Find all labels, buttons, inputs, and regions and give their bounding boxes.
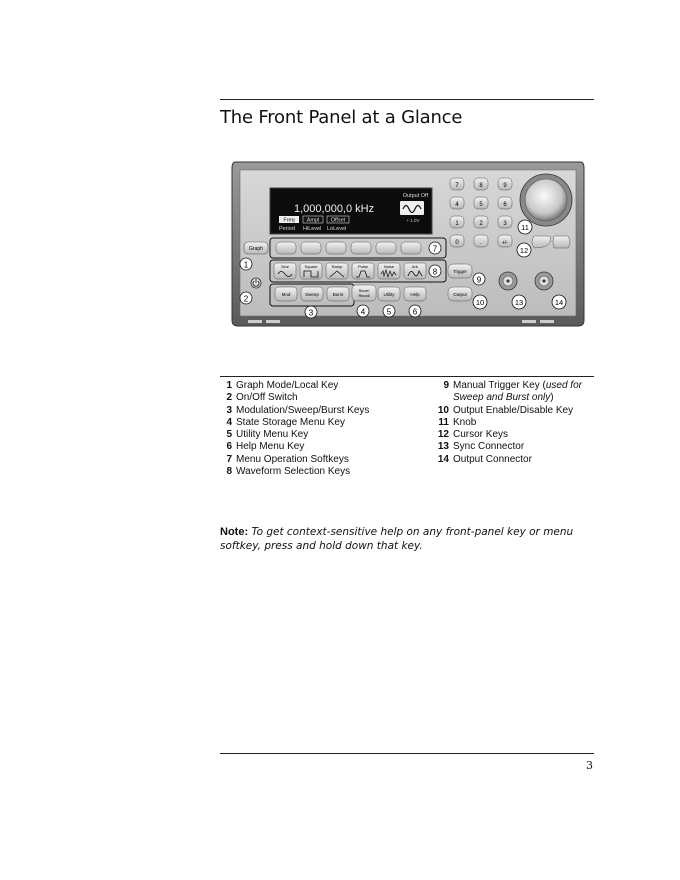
svg-text:14: 14 — [554, 298, 564, 307]
legend-item: 2 On/Off Switch — [226, 392, 298, 404]
svg-text:Utility: Utility — [383, 292, 395, 297]
callout-4 — [357, 305, 369, 317]
svg-text:6: 6 — [503, 202, 507, 208]
svg-text:Help: Help — [410, 292, 420, 297]
svg-text:Burst: Burst — [332, 292, 344, 297]
pulse-key — [352, 263, 374, 279]
burst-key[interactable] — [327, 287, 349, 301]
note-text: To get context-sensitive help on any front-panel key or menu softkey, press and hold down that key. — [220, 526, 574, 552]
legend-item: 6 Help Menu Key — [226, 441, 305, 453]
svg-text:Arb: Arb — [411, 264, 419, 269]
svg-text:1: 1 — [455, 221, 459, 227]
svg-text:Sweep: Sweep — [305, 292, 319, 297]
svg-text:Trigger: Trigger — [452, 269, 468, 274]
front-panel-illustration — [230, 160, 586, 328]
callout-9 — [473, 273, 485, 285]
svg-text:3: 3 — [308, 308, 314, 318]
svg-text:Noise: Noise — [383, 264, 395, 269]
display-screen — [270, 188, 432, 234]
note — [220, 525, 600, 553]
mod-key[interactable] — [275, 287, 297, 301]
svg-text:.: . — [480, 240, 482, 246]
display-side-label: + 1.0V — [406, 218, 420, 223]
svg-text:11: 11 — [521, 223, 529, 232]
callout-12 — [517, 243, 531, 257]
svg-text:7: 7 — [432, 244, 438, 254]
svg-text:Square: Square — [304, 264, 318, 269]
callout-3 — [305, 306, 317, 318]
svg-text:4: 4 — [455, 202, 459, 208]
svg-text:8: 8 — [432, 267, 438, 277]
legend-item: 11 Knob — [438, 416, 477, 428]
help-key[interactable] — [404, 287, 426, 301]
svg-text:8: 8 — [479, 183, 483, 189]
svg-text:9: 9 — [476, 275, 482, 285]
note-label: Note: — [220, 526, 249, 538]
legend-left — [221, 380, 369, 478]
svg-text:12: 12 — [519, 246, 529, 255]
legend-item: 8 Waveform Selection Keys — [226, 466, 351, 478]
square-key — [300, 263, 322, 279]
knob[interactable] — [520, 174, 572, 226]
svg-text:9: 9 — [503, 183, 507, 189]
svg-text:10: 10 — [475, 298, 485, 307]
softkey-label-freq: Freq — [283, 217, 295, 224]
svg-text:5: 5 — [386, 307, 392, 317]
svg-text:2: 2 — [479, 221, 483, 227]
svg-text:Ramp: Ramp — [331, 264, 343, 269]
sync-connector[interactable] — [499, 272, 517, 290]
display-frequency: 1,000,000,0 kHz — [294, 203, 375, 215]
bottom-rule — [220, 753, 594, 754]
svg-text:+/-: +/- — [502, 240, 508, 246]
svg-text:Recall: Recall — [358, 293, 370, 298]
legend-item: 13 Sync Connector — [437, 441, 525, 453]
graph-key[interactable] — [244, 242, 268, 254]
softkey-label-offset: Offset — [330, 217, 346, 224]
ramp-key — [326, 263, 348, 279]
svg-text:Output: Output — [453, 292, 467, 297]
trigger-key[interactable] — [448, 264, 472, 278]
callout-5 — [383, 305, 395, 317]
legend-item: 1 Graph Mode/Local Key — [226, 380, 339, 391]
sweep-key[interactable] — [301, 287, 323, 301]
legend-item: 3 Modulation/Sweep/Burst Keys — [226, 404, 370, 416]
page-title: The Front Panel at a Glance — [220, 107, 463, 128]
svg-text:0: 0 — [455, 240, 459, 246]
callout-10 — [473, 295, 487, 309]
output-connector[interactable] — [535, 272, 553, 290]
utility-key[interactable] — [378, 287, 400, 301]
svg-text:13: 13 — [514, 298, 524, 307]
callout-7 — [429, 242, 441, 254]
softkey-label-hilevel: HiLevel — [303, 226, 322, 232]
softkey-label-period: Period — [279, 226, 295, 232]
top-rule — [220, 99, 594, 100]
svg-text:Sine: Sine — [280, 264, 290, 269]
softkey-label-ampl: Ampl — [306, 217, 320, 224]
svg-text:1: 1 — [243, 260, 249, 270]
callout-13 — [512, 295, 526, 309]
svg-text:2: 2 — [243, 294, 249, 304]
display-status: Output Off — [402, 193, 428, 199]
callout-8 — [429, 265, 441, 277]
callout-11 — [518, 220, 532, 234]
svg-text:7: 7 — [455, 183, 459, 189]
callout-14 — [552, 295, 566, 309]
legend-item: 10 Output Enable/Disable Key — [437, 404, 574, 416]
power-switch[interactable] — [251, 278, 261, 288]
svg-text:4: 4 — [360, 307, 366, 317]
svg-text:3: 3 — [503, 221, 507, 227]
output-key[interactable] — [448, 287, 472, 301]
svg-text:Mod: Mod — [281, 292, 291, 297]
legend-item: 9 Manual Trigger Key (used for — [443, 380, 582, 391]
callout-1 — [240, 258, 252, 270]
legend-item-continued: Sweep and Burst only) — [453, 392, 554, 404]
legend-item: 4 State Storage Menu Key — [226, 416, 345, 428]
arb-key — [404, 263, 426, 279]
svg-text:5: 5 — [479, 202, 483, 208]
legend-rule — [220, 376, 594, 377]
callout-6 — [409, 305, 421, 317]
svg-text:Graph: Graph — [249, 246, 263, 252]
softkey-label-lolevel: LoLevel — [327, 226, 347, 232]
store-recall-key[interactable] — [352, 285, 376, 301]
legend-right — [435, 380, 595, 466]
svg-text:Store/: Store/ — [358, 288, 370, 293]
page-number: 3 — [586, 759, 593, 772]
svg-text:Pulse: Pulse — [357, 264, 369, 269]
noise-key — [378, 263, 400, 279]
legend-item: 5 Utility Menu Key — [226, 429, 309, 441]
legend-item: 14 Output Connector — [437, 453, 532, 465]
legend-item: 7 Menu Operation Softkeys — [226, 453, 349, 465]
callout-2 — [240, 292, 252, 304]
legend-item: 12 Cursor Keys — [437, 429, 509, 441]
svg-text:6: 6 — [412, 307, 418, 317]
sine-key — [274, 263, 296, 279]
